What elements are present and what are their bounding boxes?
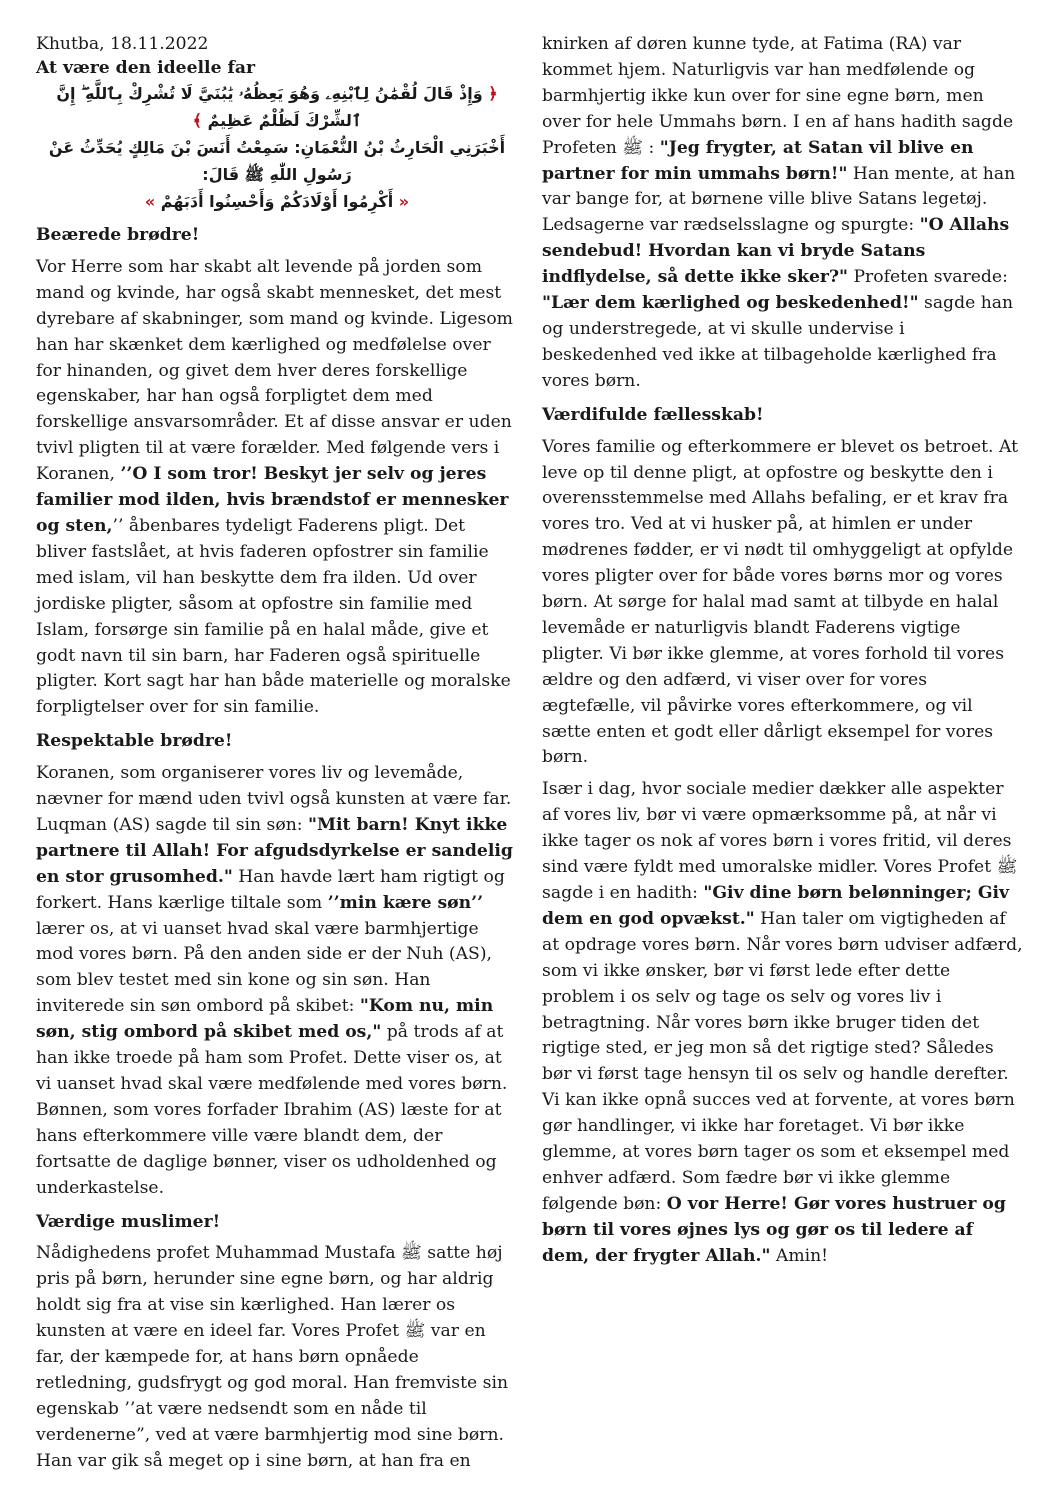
text-run: Nådighedens profet Muhammad Mustafa ﷺ satte høj pris på børn, herunder sine egne børn, og har aldrig holdt sig fra at vise sin kærlighed. Han lærer os kunsten at være en ideel far. Vores Profet ﷺ var en far, der kæmpede for, at hans børn opnåede retledning, gudsfrygt og god moral. Han fremviste sin egenskab ’’at være nedsendt som en nåde til verdenerne”, ved at være barmhjertig mod sine børn. Han var gik så meget op i sine børn, at han fra en — [36, 1243, 509, 1471]
text-run: Især i dag, hvor sociale medier dækker alle aspekter af vores liv, bør vi være opmærksomme på, at når vi ikke tager os nok af vores børn i vores fritid, vil deres sind være fyldt med umoralske midler. Vores Profet ﷺ sagde i en hadith: — [542, 779, 1018, 903]
paragraph-3-start-continued — [542, 32, 1024, 395]
quote-dear-son: ’’min kære søn’’ — [327, 892, 484, 913]
text-run: Profeten svarede: — [848, 267, 1008, 288]
paragraph-2 — [36, 761, 518, 1201]
paragraph-4: Vores familie og efterkommere er blevet os betroet. At leve op til denne pligt, at opfostre og beskytte den i overensstemmelse med Allahs befaling, er et krav fra vores tro. Ved at vi husker på, at himlen er under mødrenes fødder, er vi nødt til omhyggeligt at opfylde vores pligter over for både vores børns mor og vores børn. At sørge for halal mad samt at tilbyde en halal levemåde er naturligvis blandt Faderens vigtige pligter. Vi bør ikke glemme, at vores forhold til vores ældre og den adfærd, vi viser over for vores ægtefælle, vil påvirke vores efterkommere, og vil sætte enten et godt eller dårligt eksempel for vores børn. — [542, 436, 1018, 768]
heading-valuable-community: Værdifulde fællesskab! — [542, 404, 764, 425]
heading-worthy-muslims: Værdige muslimer! — [36, 1211, 221, 1232]
right-column — [542, 32, 1024, 1276]
text-run: ’’ åbenbares tydeligt Faderens pligt. Det bliver fastslået, at hvis faderen opfostrer sin familie med islam, vil han beskytte dem fra ilden. Ud over jordiske pligter, såsom at opfostre sin familie med Islam, forsørge sin familie på en halal måde, give et godt navn til sin barn, har Faderen også spirituelle pligter. Kort sagt har han både materielle og moralske forpligtelser over for sin familie. — [36, 515, 511, 718]
quote-nuh: "Kom nu, min søn, stig ombord på skibet med os," — [36, 996, 494, 1043]
text-run: Koranen, som organiserer vores liv og levemåde, nævner for mænd uden tvivl også kunsten at være far. Luqman (AS) sagde til sin søn: — [36, 763, 512, 835]
dateline: Khutba, 18.11.2022 — [36, 34, 209, 54]
quote-love-modesty: "Lær dem kærlighed og beskedenhed!" — [542, 293, 919, 314]
left-column — [36, 32, 518, 1481]
quote-satan: "Jeg frygter, at Satan vil blive en partner for min ummahs børn!" — [542, 137, 974, 184]
hadith-quote-open: « — [398, 192, 410, 211]
quote-prayer: O vor Herre! Gør vores hustruer og børn til vores øjnes lys og gør os til ledere af dem, der frygter Allah." — [542, 1193, 1006, 1266]
text-run: lærer os, at vi uanset hvad skal være barmhjertige mod vores børn. På den anden side er der Nuh (AS), som blev testet med sin kone og sin søn. Han inviterede sin søn ombord på skibet: — [36, 918, 492, 1017]
quote-verse: ’’O I som tror! Beskyt jer selv og jeres familier mod ilden, hvis brændstof er mennesker og sten, — [36, 464, 509, 536]
verse-text: وَإِذْ قَالَ لُقْمَٰنُ لِٱبْنِهِۦ وَهُوَ يَعِظُهُۥ يَٰبُنَيَّ لَا تُشْرِكْ بِٱللَّهِ ۖ إِنَّ ٱلشِّرْكَ لَظُلْمٌ عَظِيمٌ — [56, 84, 483, 130]
page-title: At være den ideelle far — [36, 58, 256, 78]
paragraph-1 — [36, 255, 518, 721]
paragraph-5 — [542, 777, 1024, 1269]
heading-honored-brothers: Beærede brødre! — [36, 225, 200, 245]
quote-companions: "O Allahs sendebud! Hvordan kan vi bryde Satans indflydelse, så dette ikke sker?" — [542, 215, 1010, 288]
quote-upbringing: "Giv dine børn belønninger; Giv dem en god opvækst." — [542, 883, 1010, 929]
paragraph-3-start — [36, 1241, 518, 1474]
text-run: Vor Herre som har skabt alt levende på jorden som mand og kvinde, har også skabt mennesket, det mest dyrebare af skabninger, som mand og kvinde. Ligesom han har skænket dem kærlighed og medfølelse over for hinanden, og givet dem hver deres forskellige egenskaber, har han også forpligtet dem med forskellige ansvarsområder. Et af disse ansvar er uden tvivl pligten til at være forælder. Med følgende vers i Koranen, — [36, 256, 513, 485]
text-run: på trods af at han ikke troede på ham som Profet. Dette viser os, at vi uanset hvad skal være medfølende med vores børn. Bønnen, som vores forfader Ibrahim (AS) læste for at hans efterkommere ville være blandt dem, der fortsatte de daglige bønner, viser os udholdenhed og underkastelse. — [36, 1022, 508, 1198]
hadith-text-line — [36, 188, 518, 215]
text-run: Han mente, at han var bange for, at børnene ville blive Satans legetøj. Ledsagerne var rædselsslagne og spurgte: — [542, 163, 1016, 236]
text-run: Han havde lært ham rigtigt og forkert. Hans kærlige tiltale som — [36, 866, 505, 913]
verse-bracket-open: ﴿ — [488, 84, 498, 103]
text-run: knirken af døren kunne tyde, at Fatima (RA) var kommet hjem. Naturligvis var han medfølende og barmhjertig ikke kun over for sine egne børn, men over for hele Ummahs børn. I en af hans hadith sagde Profeten ﷺ : — [542, 34, 1014, 158]
hadith-text: أَكْرِمُوا أَوْلَادَكُمْ وَأَحْسِنُوا أَدَبَهُمْ — [160, 192, 394, 211]
quran-verse — [36, 80, 518, 134]
hadith-chain: أَخْبَرَنِي الْحَارِثُ بْنُ النُّعْمَانِ: سَمِعْتُ أَنَسَ بْنَ مَالِكٍ يُحَدِّثُ عَنْ رَسُولِ اللّٰهِ ﷺ قَالَ: — [48, 138, 506, 184]
text-run: Amin! — [770, 1245, 829, 1266]
text-run: Han taler om vigtigheden af at opdrage vores børn. Når vores børn udviser adfærd, som vi ikke ønsker, bør vi først lede efter dette problem i os selv og tage os selv og vores liv i betragtning. Når vores børn ikke bruger tiden det rigtige sted, er jeg mon så det rigtige sted? Således bør vi først tage hensyn til os selv og handle derefter. Vi kan ikke opnå succes ved at forvente, at vores børn gør handlinger, vi ikke har foretaget. Vi bør ikke glemme, at vores børn tager os som et eksempel med enhver adfærd. Som fædre bør vi ikke glemme følgende bøn: — [542, 908, 1023, 1214]
quote-luqman: "Mit barn! Knyt ikke partnere til Allah! For afgudsdyrkelse er sandelig en stor grusomhed." — [36, 814, 513, 887]
heading-respectable-brothers: Respektable brødre! — [36, 731, 233, 752]
verse-bracket-close: ﴾ — [192, 111, 203, 130]
text-run: sagde han og understregede, at vi skulle undervise i beskedenhed ved ikke at tilbageholde kærlighed fra vores børn. — [542, 293, 1014, 391]
hadith-quote-close: » — [144, 192, 156, 211]
